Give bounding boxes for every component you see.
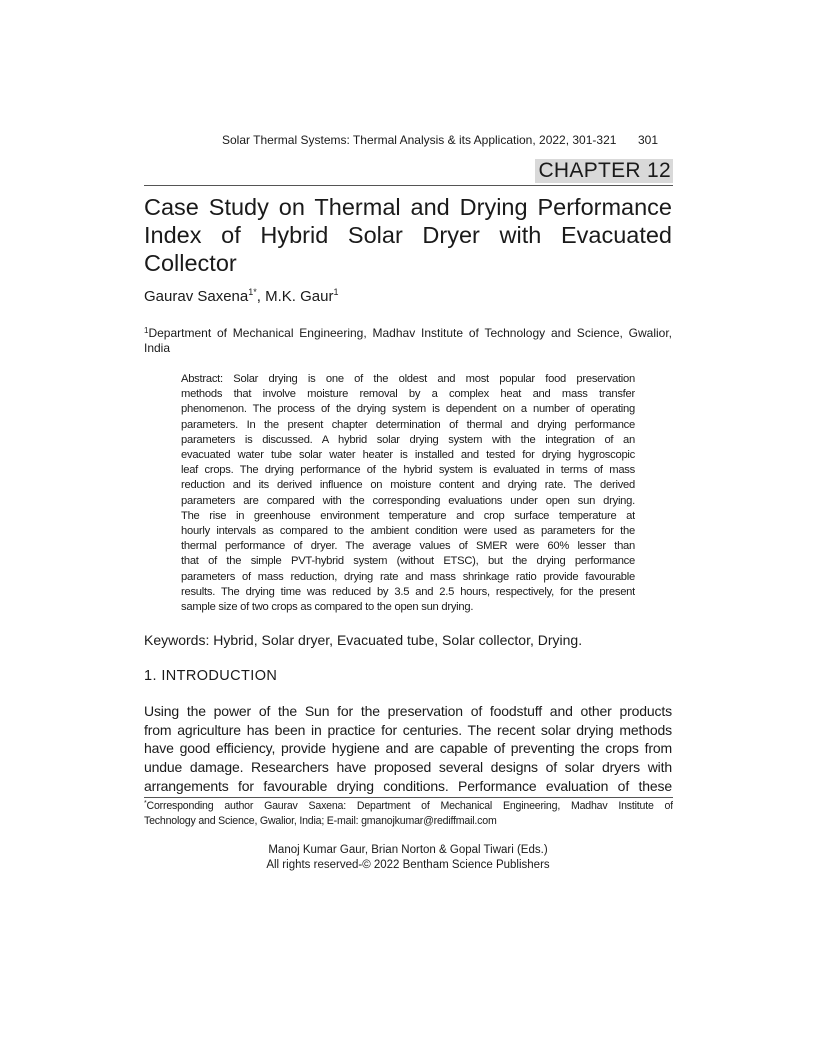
abstract-line: Abstract: Solar drying is one of the oldest and most popular food preservation — [181, 373, 635, 385]
editors-line: Manoj Kumar Gaur, Brian Norton & Gopal Tiwari (Eds.) — [268, 844, 548, 856]
author-name: Gaurav Saxena — [144, 288, 249, 305]
body-line: Using the power of the Sun for the preservation of foodstuff and other products — [144, 703, 672, 719]
abstract-line: The rise in greenhouse environment temperature and crop surface temperature at — [181, 509, 635, 522]
page-number: 301 — [637, 133, 658, 147]
abstract-line: methods that involve moisture removal by a complex heat and mass transfer — [181, 388, 635, 401]
author-affiliation-mark: 1 — [333, 287, 339, 297]
abstract-line: hourly intervals as compared to the ambient condition were used as parameters for the — [181, 525, 635, 538]
body-line: from agriculture has been in practice for centuries. The recent solar drying methods — [144, 721, 672, 738]
publisher-footer — [144, 843, 672, 873]
author-affiliation-mark: 1* — [248, 287, 257, 297]
author-separator: , — [256, 288, 266, 305]
author-list — [144, 288, 338, 306]
abstract-line: that of the simple PVT-hybrid system (without ETSC), but the drying performance — [181, 555, 635, 568]
chapter-header — [144, 158, 673, 186]
abstract-line: reduction and its derived influence on moisture content and drying rate. The derived — [181, 479, 635, 492]
footnote — [144, 799, 673, 829]
section-heading-introduction: 1. INTRODUCTION — [144, 668, 278, 684]
abstract-line: parameters is discussed. A hybrid solar drying system with the integration of an — [181, 433, 635, 446]
footnote-mark: * — [144, 800, 147, 807]
chapter-label: CHAPTER 12 — [535, 159, 673, 183]
abstract — [181, 372, 635, 615]
abstract-line: phenomenon. The process of the drying system is dependent on a number of operating — [181, 403, 635, 416]
abstract-line: results. The drying time was reduced by 3.5 and 2.5 hours, respectively, for the present — [181, 585, 635, 598]
affiliation-text: Department of Mechanical Engineering, Madhav Institute of Technology and Science, Gwalior, — [148, 326, 672, 340]
keywords: Keywords: Hybrid, Solar dryer, Evacuated tube, Solar collector, Drying. — [144, 632, 583, 648]
affiliation-line: India — [144, 341, 171, 355]
abstract-line: sample size of two crops as compared to the open sun drying. — [181, 601, 474, 614]
abstract-line: parameters of mass reduction, drying rate and mass shrinkage ratio provide favourable — [181, 570, 635, 583]
abstract-line: parameters are compared with the corresponding evaluations under open sun drying. — [181, 494, 635, 507]
abstract-line: parameters. In the present chapter determination of thermal and drying performance — [181, 418, 635, 431]
affiliation-line — [144, 326, 672, 341]
footnote-text: Corresponding author Gaurav Saxena: Department of Mechanical Engineering, Madhav Institute of — [146, 800, 673, 812]
title-line: Index of Hybrid Solar Dryer with Evacuated — [144, 222, 672, 248]
footnote-divider — [144, 797, 673, 798]
abstract-line: thermal performance of dryer. The average values of SMER were 60% lesser than — [181, 540, 635, 553]
abstract-line: evacuated water tube solar water heater is installed and tested for drying hygroscopic — [181, 449, 635, 462]
body-line: have good efficiency, provide hygiene and are capable of preventing the crops from — [144, 740, 672, 757]
body-line: arrangements for favourable drying conditions. Performance evaluation of these — [144, 777, 672, 794]
footnote-line: Technology and Science, Gwalior, India; E-mail: gmanojkumar@rediffmail.com — [144, 815, 497, 827]
author-name: M.K. Gaur — [265, 288, 334, 305]
affiliation-mark: 1 — [144, 326, 149, 335]
title-line: Case Study on Thermal and Drying Performance — [144, 194, 672, 220]
introduction-paragraph — [144, 702, 672, 796]
body-line: undue damage. Researchers have proposed several designs of solar dryers with — [144, 759, 672, 776]
journal-citation: Solar Thermal Systems: Thermal Analysis & its Application, 2022, 301-321 — [222, 133, 617, 147]
footnote-line — [144, 799, 673, 814]
copyright-line: All rights reserved-© 2022 Bentham Science Publishers — [266, 859, 550, 871]
abstract-line: leaf crops. The drying performance of the hybrid system is evaluated in terms of mass — [181, 464, 635, 477]
paper-title — [144, 193, 672, 277]
affiliation — [144, 326, 672, 356]
title-line: Collector — [144, 250, 237, 276]
